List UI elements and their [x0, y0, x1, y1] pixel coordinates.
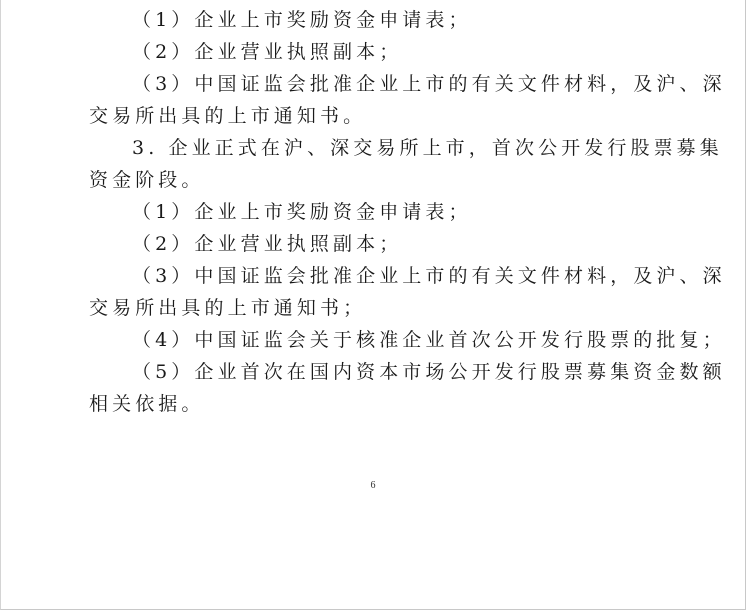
section-heading-stage-3-continued: 资金阶段。 — [89, 169, 205, 191]
page-number: 6 — [370, 480, 376, 491]
list-item-application-form: （1）企业上市奖励资金申请表； — [132, 201, 472, 223]
list-item-csrc-approval: （3）中国证监会批准企业上市的有关文件材料，及沪、深 — [132, 265, 726, 287]
list-item-csrc-approval-continued: 交易所出具的上市通知书。 — [89, 105, 367, 127]
section-heading-stage-3: 3. 企业正式在沪、深交易所上市，首次公开发行股票募集 — [132, 137, 723, 159]
list-item-business-license: （2）企业营业执照副本； — [132, 233, 403, 255]
list-item-fundraising-amount-continued: 相关依据。 — [89, 393, 205, 415]
list-item-fundraising-amount: （5）企业首次在国内资本市场公开发行股票募集资金数额 — [132, 361, 726, 383]
list-item-csrc-approval-continued: 交易所出具的上市通知书； — [89, 297, 367, 319]
document-body — [89, 4, 726, 420]
list-item-ipo-approval-reply: （4）中国证监会关于核准企业首次公开发行股票的批复； — [132, 329, 726, 351]
list-item-csrc-approval: （3）中国证监会批准企业上市的有关文件材料，及沪、深 — [132, 73, 726, 95]
list-item-application-form: （1）企业上市奖励资金申请表； — [132, 9, 472, 31]
list-item-business-license: （2）企业营业执照副本； — [132, 41, 403, 63]
